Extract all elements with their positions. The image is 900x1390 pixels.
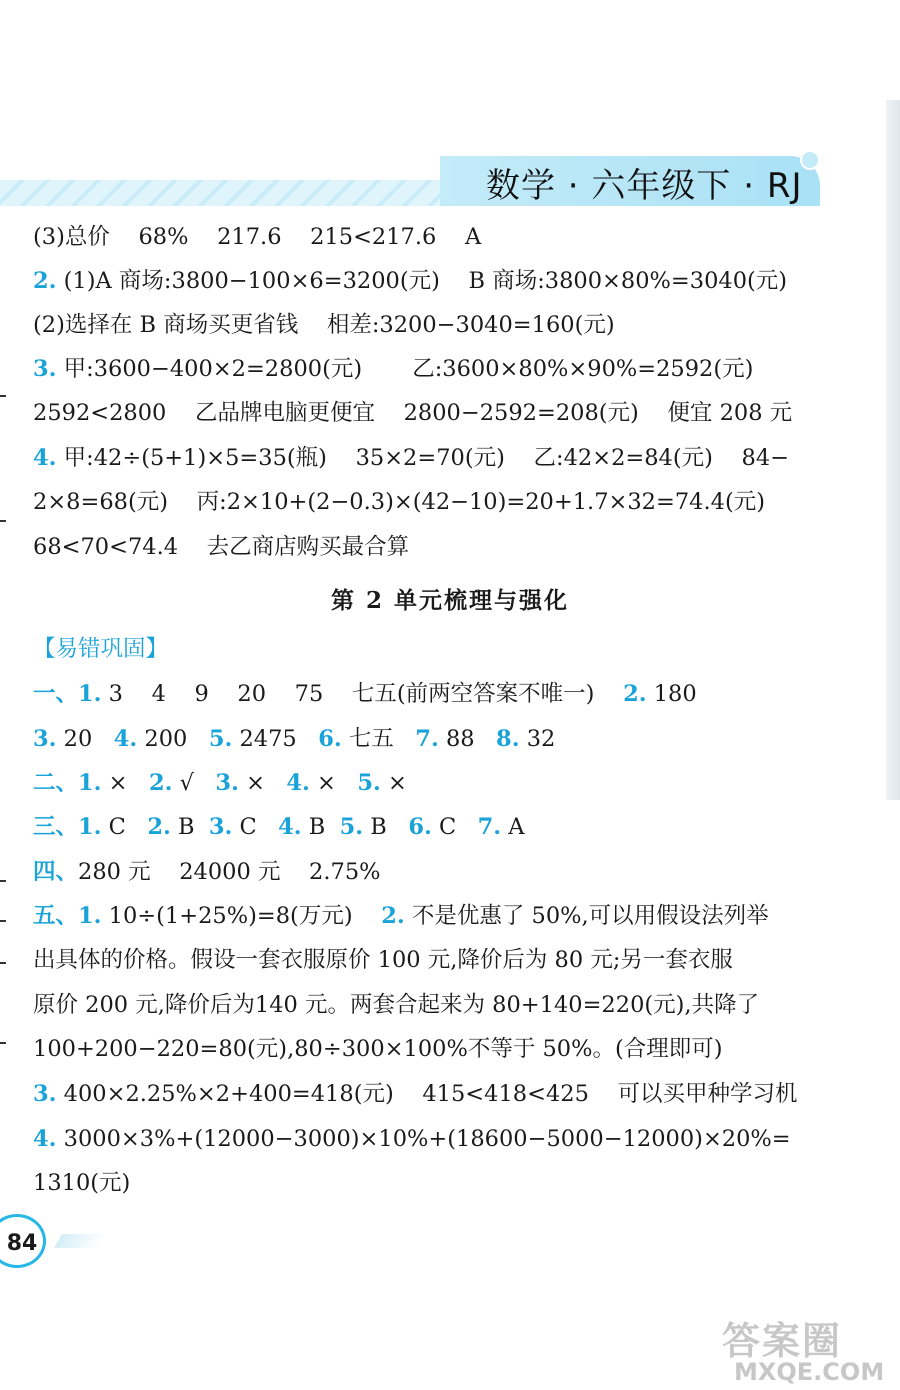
answer-text: 32: [519, 726, 556, 752]
question-number: 2.: [33, 268, 57, 294]
header-dot-icon: [800, 150, 820, 170]
question-number: 3.: [215, 770, 239, 796]
question-number: 五、1.: [33, 903, 102, 929]
answer-text: 2×8=68(元) 丙:2×10+(2−0.3)×(42−10)=20+1.7×32=74.4(元): [33, 489, 765, 515]
answer-line: [33, 990, 759, 1020]
page-number-deco: [54, 1234, 106, 1248]
answer-text: 出具体的价格。假设一套衣服原价 100 元,降价后为 80 元;另一套衣服: [33, 947, 733, 973]
answer-line: [33, 354, 753, 384]
question-number: 5.: [357, 770, 381, 796]
answer-text: 100+200−220=80(元),80÷300×100%不等于 50%。(合理即可): [33, 1036, 723, 1062]
answer-line: [33, 398, 792, 428]
answer-text: ×: [238, 770, 287, 796]
answer-text: 88: [438, 726, 497, 752]
question-number: 8.: [496, 726, 520, 752]
answer-text: 20: [56, 726, 114, 752]
answer-text: 3000×3%+(12000−3000)×10%+(18600−5000−12000)×20%=: [56, 1126, 791, 1152]
question-number: 5.: [339, 814, 364, 840]
answer-line: [33, 1034, 723, 1064]
question-number: 一、1.: [33, 681, 102, 707]
question-number: 4.: [278, 814, 302, 840]
answer-text: 2592<2800 乙品牌电脑更便宜 2800−2592=208(元) 便宜 208 元: [33, 400, 793, 426]
question-number: 2.: [148, 770, 173, 796]
margin-mark: [0, 395, 6, 397]
answer-text: ×: [380, 770, 407, 796]
answer-text: 400×2.25%×2+400=418(元) 415<418<425 可以买甲种学习机: [56, 1081, 798, 1107]
section-title: 第 2 单元梳理与强化: [330, 587, 570, 614]
answer-text: 原价 200 元,降价后为140 元。两套合起来为 80+140=220(元),共降了: [33, 992, 760, 1018]
question-number: 2.: [381, 903, 405, 929]
answer-text: 3 4 9 20 75 七五(前两空答案不唯一): [101, 681, 624, 707]
question-number: 3.: [33, 726, 57, 752]
question-number: 2.: [623, 681, 647, 707]
watermark-url: MXQE.COM: [734, 1358, 885, 1386]
margin-mark: [0, 920, 6, 922]
margin-mark: [0, 962, 6, 964]
margin-mark: [0, 880, 6, 882]
answer-line: [33, 901, 769, 931]
margin-mark: [0, 520, 6, 522]
answer-text: (1)A 商场:3800−100×6=3200(元) B 商场:3800×80%=3040(元): [56, 268, 788, 294]
answer-line: [33, 532, 409, 562]
question-number: 4.: [33, 1126, 57, 1152]
answer-line: [33, 443, 789, 473]
answer-line: [33, 222, 481, 252]
answer-text: B: [301, 814, 340, 840]
page-edge-strip: [886, 100, 900, 800]
answer-line: [33, 724, 555, 754]
answer-line: [33, 1168, 130, 1198]
answer-text: C: [431, 814, 478, 840]
sub-label: 【易错巩固】: [33, 636, 169, 662]
answer-line: [33, 812, 525, 842]
page-number: 84: [0, 1214, 46, 1268]
answer-text: 200: [137, 726, 209, 752]
question-number: 四、: [33, 859, 79, 885]
answer-line: [33, 945, 733, 975]
answer-text: 280 元 24000 元 2.75%: [78, 859, 381, 885]
question-number: 3.: [33, 356, 57, 382]
answer-line: [33, 857, 381, 887]
question-number: 4.: [113, 726, 138, 752]
question-number: 3.: [33, 1081, 57, 1107]
answer-text: (3)总价 68% 217.6 215<217.6 A: [33, 224, 482, 250]
question-number: 二、1.: [33, 770, 102, 796]
answer-line: [33, 768, 407, 798]
question-number: 6.: [408, 814, 432, 840]
question-number: 6.: [318, 726, 342, 752]
question-number: 7.: [415, 726, 439, 752]
answer-text: √: [172, 770, 216, 796]
answer-text: ×: [101, 770, 149, 796]
answer-text: 10÷(1+25%)=8(万元): [101, 903, 382, 929]
answer-text: 68<70<74.4 去乙商店购买最合算: [33, 534, 410, 560]
watermark-logo: [722, 1310, 892, 1386]
answer-line: [33, 266, 787, 296]
question-number: 5.: [208, 726, 233, 752]
answer-text: A: [501, 814, 525, 840]
margin-mark: [0, 1042, 6, 1044]
answer-line: [33, 679, 697, 709]
watermark-text: 答案圈: [722, 1319, 843, 1363]
question-number: 4.: [286, 770, 310, 796]
answer-text: C: [101, 814, 148, 840]
question-number: 7.: [477, 814, 502, 840]
answer-text: 甲:42÷(5+1)×5=35(瓶) 35×2=70(元) 乙:42×2=84(元) 84−: [56, 445, 790, 471]
answer-line: [33, 1079, 798, 1109]
answer-text: (2)选择在 B 商场买更省钱 相差:3200−3040=160(元): [33, 312, 615, 338]
question-number: 2.: [147, 814, 171, 840]
answer-text: 2475: [232, 726, 319, 752]
answer-text: B: [170, 814, 209, 840]
answer-text: 七五: [341, 726, 416, 752]
answer-text: C: [232, 814, 279, 840]
answer-line: [33, 310, 615, 340]
answer-text: 不是优惠了 50%,可以用假设法列举: [404, 903, 769, 929]
answer-text: B: [363, 814, 409, 840]
header-title: 数学 · 六年级下 · RJ: [486, 166, 803, 206]
answer-line: [33, 1124, 791, 1154]
question-number: 4.: [33, 445, 57, 471]
answer-text: 甲:3600−400×2=2800(元) 乙:3600×80%×90%=2592(元): [56, 356, 754, 382]
answer-line: [33, 487, 765, 517]
answer-text: 1310(元): [33, 1170, 131, 1196]
question-number: 三、1.: [33, 814, 102, 840]
question-number: 3.: [208, 814, 233, 840]
answer-text: ×: [309, 770, 358, 796]
answer-text: 180: [646, 681, 697, 707]
